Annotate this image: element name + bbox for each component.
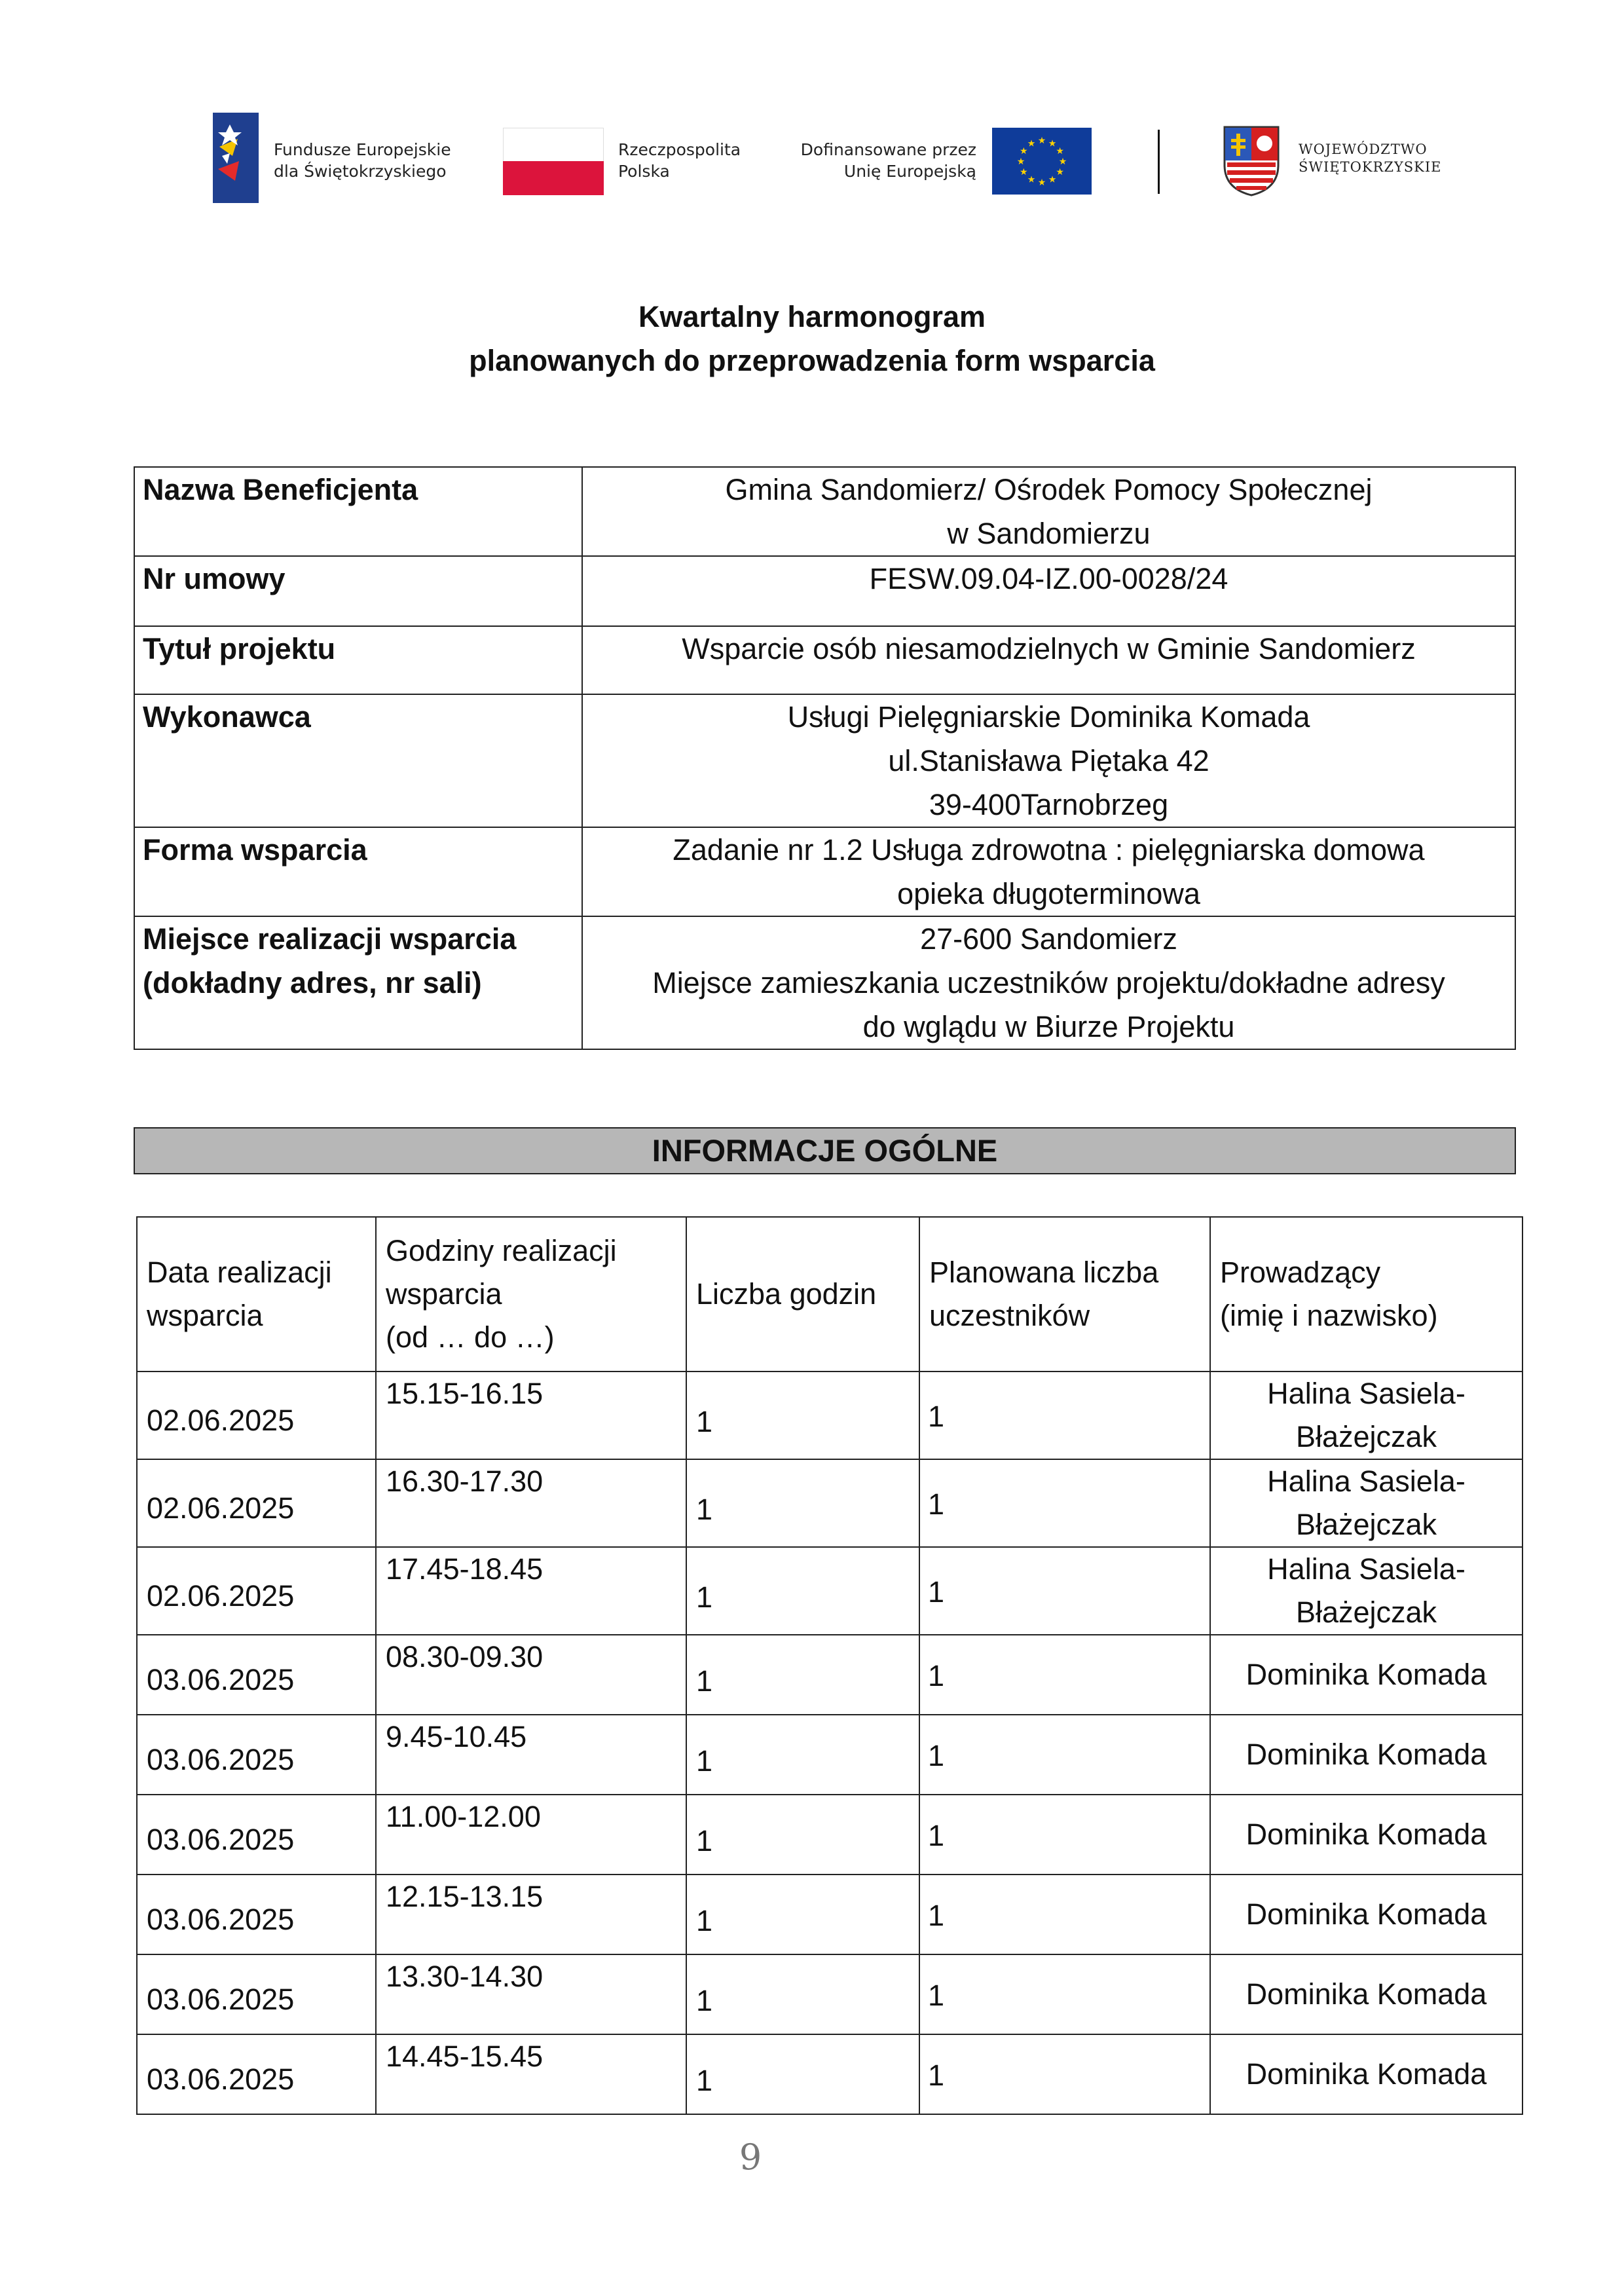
woj-logo-line-2: ŚWIĘTOKRZYSKIE [1299, 159, 1442, 175]
cell-date: 03.06.2025 [137, 1795, 376, 1875]
cell-hours-count: 1 [686, 1547, 919, 1635]
info-label: Wykonawca [134, 694, 582, 827]
eu-star-icon: ★ [1048, 138, 1057, 149]
cell-hours-count: 1 [686, 1795, 919, 1875]
schedule-header-row [137, 1217, 1522, 1371]
eu-star-icon: ★ [1048, 174, 1057, 185]
cell-participants: 1 [919, 1715, 1210, 1795]
info-value: Usługi Pielęgniarskie Dominika Komada ul.Stanisława Piętaka 42 39-400Tarnobrzeg [582, 694, 1515, 827]
cell-participants: 1 [919, 1635, 1210, 1715]
cell-leader: Dominika Komada [1210, 1715, 1522, 1795]
cell-leader: Dominika Komada [1210, 1795, 1522, 1875]
cell-hours: 13.30-14.30 [376, 1954, 686, 2034]
info-row-contract [134, 556, 1515, 626]
eu-logo-text [789, 139, 976, 182]
info-value: Zadanie nr 1.2 Usługa zdrowotna : pielęgniarska domowa opieka długoterminowa [582, 827, 1515, 916]
swietokrzyskie-crest-icon [1223, 126, 1280, 196]
woj-logo-line-1: WOJEWÓDZTWO [1299, 141, 1428, 157]
cell-participants: 1 [919, 1954, 1210, 2034]
cell-hours-count: 1 [686, 1635, 919, 1715]
fe-logo-text [274, 139, 451, 182]
info-row-location [134, 916, 1515, 1049]
woj-logo-text [1299, 141, 1441, 176]
table-row [137, 1547, 1522, 1635]
header-hours-count: Liczba godzin [686, 1217, 919, 1371]
cell-participants: 1 [919, 1795, 1210, 1875]
eu-star-icon: ★ [1056, 166, 1064, 177]
fe-logo-line-2: dla Świętokrzyskiego [274, 162, 447, 181]
info-label: Nr umowy [134, 556, 582, 626]
cell-leader: Dominika Komada [1210, 1954, 1522, 2034]
cell-hours: 14.45-15.45 [376, 2034, 686, 2114]
eu-star-icon: ★ [1027, 174, 1036, 185]
rp-logo-text [618, 139, 741, 182]
info-row-support-form [134, 827, 1515, 916]
header-participants: Planowana liczba uczestników [919, 1217, 1210, 1371]
cell-date: 03.06.2025 [137, 1875, 376, 1954]
info-row-contractor [134, 694, 1515, 827]
table-row [137, 1459, 1522, 1547]
header-hours: Godziny realizacji wsparcia (od … do …) [376, 1217, 686, 1371]
cell-hours: 12.15-13.15 [376, 1875, 686, 1954]
eu-star-icon: ★ [1020, 166, 1028, 177]
table-row [137, 1875, 1522, 1954]
cell-hours-count: 1 [686, 1954, 919, 2034]
table-row [137, 1371, 1522, 1459]
cell-date: 02.06.2025 [137, 1547, 376, 1635]
polish-flag-icon [503, 128, 604, 195]
eu-star-icon: ★ [1037, 177, 1046, 187]
beneficiary-info-table [134, 466, 1516, 1050]
info-row-project-title [134, 626, 1515, 694]
eu-star-icon: ★ [1020, 145, 1028, 156]
cell-hours: 15.15-16.15 [376, 1371, 686, 1459]
cell-participants: 1 [919, 1459, 1210, 1547]
eu-star-icon: ★ [1016, 156, 1025, 166]
cell-participants: 1 [919, 1875, 1210, 1954]
eu-star-icon: ★ [1056, 145, 1064, 156]
fe-logo-icon [213, 113, 259, 203]
info-value: Wsparcie osób niesamodzielnych w Gminie Sandomierz [582, 626, 1515, 694]
cell-hours-count: 1 [686, 1459, 919, 1547]
info-row-beneficiary [134, 467, 1515, 556]
title-line-1: Kwartalny harmonogram [638, 300, 986, 333]
info-value: FESW.09.04-IZ.00-0028/24 [582, 556, 1515, 626]
cell-participants: 1 [919, 2034, 1210, 2114]
cell-leader: Halina Sasiela- Błażejczak [1210, 1371, 1522, 1459]
cell-participants: 1 [919, 1547, 1210, 1635]
cell-hours: 11.00-12.00 [376, 1795, 686, 1875]
rp-logo-line-2: Polska [618, 162, 670, 181]
header-leader: Prowadzący (imię i nazwisko) [1210, 1217, 1522, 1371]
cell-date: 03.06.2025 [137, 1635, 376, 1715]
cell-hours: 16.30-17.30 [376, 1459, 686, 1547]
eu-logo-line-1: Dofinansowane przez [800, 140, 976, 159]
info-label: Forma wsparcia [134, 827, 582, 916]
cell-leader: Dominika Komada [1210, 1635, 1522, 1715]
cell-hours-count: 1 [686, 1715, 919, 1795]
cell-date: 03.06.2025 [137, 1954, 376, 2034]
eu-star-icon: ★ [1037, 135, 1046, 145]
cell-leader: Halina Sasiela- Błażejczak [1210, 1459, 1522, 1547]
eu-flag-icon [992, 128, 1092, 195]
info-label: Miejsce realizacji wsparcia (dokładny adres, nr sali) [134, 916, 582, 1049]
title-line-2: planowanych do przeprowadzenia form wsparcia [469, 344, 1155, 377]
schedule-table [136, 1216, 1523, 2115]
cell-hours: 08.30-09.30 [376, 1635, 686, 1715]
cell-date: 02.06.2025 [137, 1371, 376, 1459]
rp-logo-line-1: Rzeczpospolita [618, 140, 741, 159]
cell-hours: 17.45-18.45 [376, 1547, 686, 1635]
cell-leader: Halina Sasiela- Błażejczak [1210, 1547, 1522, 1635]
cell-leader: Dominika Komada [1210, 2034, 1522, 2114]
section-heading-general-info: INFORMACJE OGÓLNE [134, 1127, 1516, 1174]
cell-hours: 9.45-10.45 [376, 1715, 686, 1795]
cell-hours-count: 1 [686, 1875, 919, 1954]
eu-star-icon: ★ [1058, 156, 1067, 166]
cell-participants: 1 [919, 1371, 1210, 1459]
page-number: 9 [739, 2136, 762, 2178]
table-row [137, 1715, 1522, 1795]
table-row [137, 2034, 1522, 2114]
eu-logo-line-2: Unię Europejską [843, 162, 976, 181]
cell-date: 03.06.2025 [137, 1715, 376, 1795]
cell-leader: Dominika Komada [1210, 1875, 1522, 1954]
cell-hours-count: 1 [686, 2034, 919, 2114]
info-label: Tytuł projektu [134, 626, 582, 694]
info-value: 27-600 Sandomierz Miejsce zamieszkania uczestników projektu/dokładne adresy do wglądu w Biurze Projektu [582, 916, 1515, 1049]
eu-star-icon: ★ [1027, 138, 1036, 149]
logo-divider [1158, 130, 1160, 194]
info-value: Gmina Sandomierz/ Ośrodek Pomocy Społecznej w Sandomierzu [582, 467, 1515, 556]
cell-hours-count: 1 [686, 1371, 919, 1459]
table-row [137, 1795, 1522, 1875]
cell-date: 02.06.2025 [137, 1459, 376, 1547]
table-row [137, 1954, 1522, 2034]
document-title [0, 295, 1624, 382]
fe-logo-line-1: Fundusze Europejskie [274, 140, 451, 159]
table-row [137, 1635, 1522, 1715]
info-label: Nazwa Beneficjenta [134, 467, 582, 556]
header-date: Data realizacji wsparcia [137, 1217, 376, 1371]
cell-date: 03.06.2025 [137, 2034, 376, 2114]
